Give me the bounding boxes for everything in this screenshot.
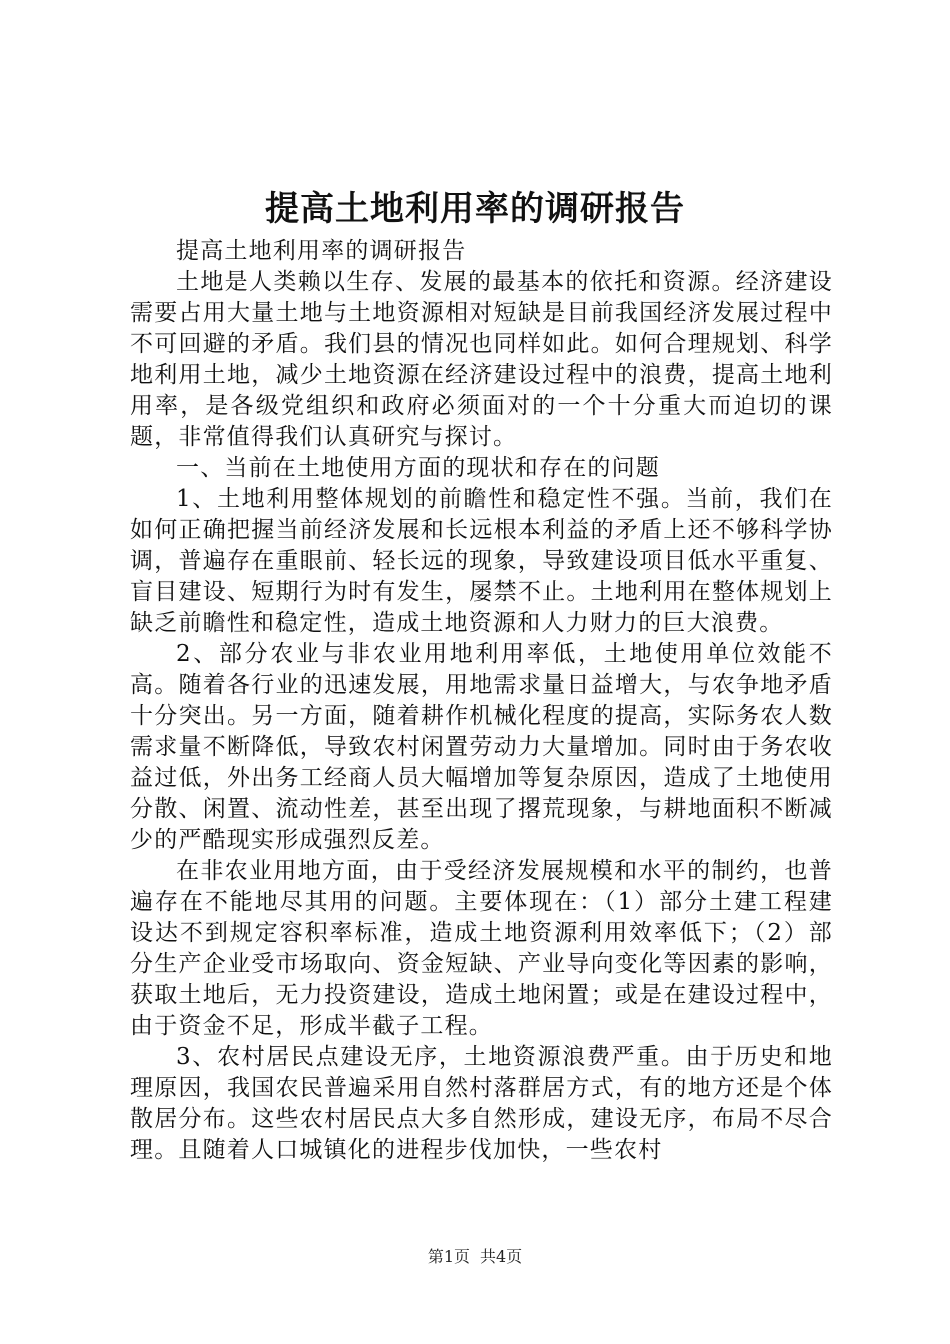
- page-total: 共4页: [480, 1247, 523, 1266]
- paragraph-non-agricultural: 在非农业用地方面，由于受经济发展规模和水平的制约，也普遍存在不能地尽其用的问题。主要体现在：（1）部分土建工程建设达不到规定容积率标准，造成土地资源利用效率低下；（2）部分生产企业受市场取向、资金短缺、产业导向变化等因素的影响，获取土地后，无力投资建设，造成土地闲置；或是在建设过程中，由于资金不足，形成半截子工程。: [130, 858, 833, 1039]
- paragraph-item-2: 2、部分农业与非农业用地利用率低，土地使用单位效能不高。随着各行业的迅速发展，用地需求量日益增大，与农争地矛盾十分突出。另一方面，随着耕作机械化程度的提高，实际务农人数需求量不断降低，导致农村闲置劳动力大量增加。同时由于务农收益过低，外出务工经商人员大幅增加等复杂原因，造成了土地使用分散、闲置、流动性差，甚至出现了撂荒现象，与耕地面积不断减少的严酷现实形成强烈反差。: [130, 641, 833, 853]
- document-body: [130, 236, 833, 1166]
- paragraph-item-1: 1、土地利用整体规划的前瞻性和稳定性不强。当前，我们在如何正确把握当前经济发展和长远根本利益的矛盾上还不够科学协调，普遍存在重眼前、轻长远的现象，导致建设项目低水平重复、盲目建设、短期行为时有发生，屡禁不止。土地利用在整体规划上缺乏前瞻性和稳定性，造成土地资源和人力财力的巨大浪费。: [130, 486, 833, 636]
- paragraph-intro: 土地是人类赖以生存、发展的最基本的依托和资源。经济建设需要占用大量土地与土地资源相对短缺是目前我国经济发展过程中不可回避的矛盾。我们县的情况也同样如此。如何合理规划、科学地利用土地，减少土地资源在经济建设过程中的浪费，提高土地利用率，是各级党组织和政府必须面对的一个十分重大而迫切的课题，非常值得我们认真研究与探讨。: [130, 269, 833, 450]
- document-title: 提高土地利用率的调研报告: [265, 189, 685, 229]
- page-footer: [0, 1247, 950, 1267]
- section-heading: 一、当前在土地使用方面的现状和存在的问题: [176, 455, 660, 481]
- document-subtitle: 提高土地利用率的调研报告: [176, 238, 467, 264]
- page-number: 第1页: [427, 1247, 470, 1266]
- paragraph-item-3: 3、农村居民点建设无序，土地资源浪费严重。由于历史和地理原因，我国农民普遍采用自然村落群居方式，有的地方还是个体散居分布。这些农村居民点大多自然形成，建设无序，布局不尽合理。且随着人口城镇化的进程步伐加快，一些农村: [130, 1044, 833, 1163]
